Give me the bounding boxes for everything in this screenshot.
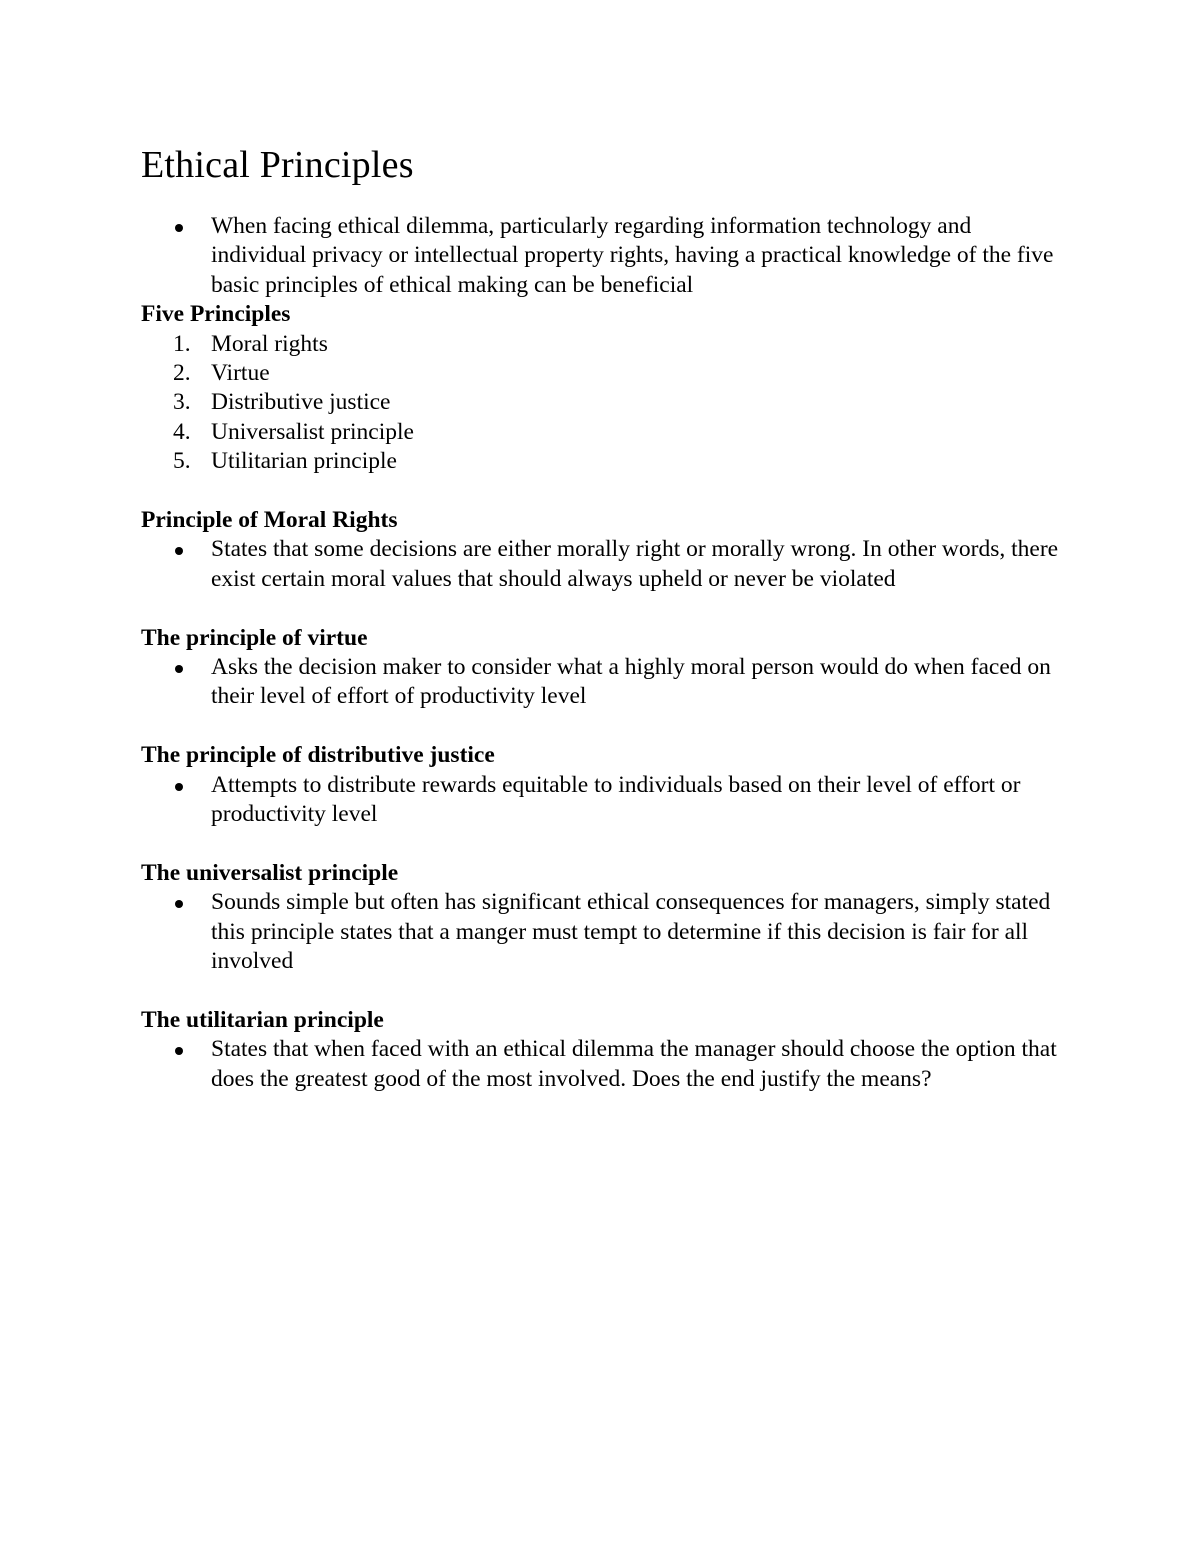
section-universalist [141, 859, 1071, 977]
section-bullet-list [141, 535, 1071, 594]
list-item-label: Distributive justice [211, 389, 391, 416]
section-bullet-list [141, 888, 1071, 976]
section-bullet-text: States that when faced with an ethical dilemma the manager should choose the option that does the greatest good of the most involved. Does the end justify the means? [211, 1036, 1057, 1092]
section-heading: The principle of distributive justice [141, 742, 495, 769]
list-item [141, 447, 1071, 476]
bullet-icon [175, 547, 183, 555]
section-moral-rights [141, 506, 1071, 594]
list-number: 4. [173, 418, 191, 445]
section-heading: The universalist principle [141, 859, 399, 886]
list-item-label: Virtue [211, 360, 270, 387]
section-bullet-text: Sounds simple but often has significant ethical consequences for managers, simply stated this principle states that a manger must tempt to determine if this decision is fair for all involved [211, 889, 1051, 975]
section-bullet-text: States that some decisions are either morally right or morally wrong. In other words, there exist certain moral values that should always upheld or never be violated [211, 536, 1059, 592]
intro-bullet-text: When facing ethical dilemma, particularly regarding information technology and individual privacy or intellectual property rights, having a practical knowledge of the five basic principles of ethical making can be beneficial [211, 213, 1054, 298]
section-bullet-item [141, 888, 1071, 976]
section-bullet-list [141, 771, 1071, 830]
list-item [141, 418, 1071, 447]
five-principles-list [141, 330, 1071, 477]
bullet-icon [175, 783, 183, 791]
list-number: 2. [173, 360, 191, 387]
section-virtue [141, 624, 1071, 712]
five-principles-section [141, 300, 1071, 476]
section-bullet-item [141, 771, 1071, 830]
section-heading: The principle of virtue [141, 624, 368, 651]
bullet-icon [175, 665, 183, 673]
section-bullet-list [141, 653, 1071, 712]
intro-bullet-item [141, 212, 1071, 300]
section-heading: The utilitarian principle [141, 1006, 384, 1033]
bullet-icon [175, 224, 183, 232]
bullet-icon [175, 900, 183, 908]
section-bullet-item [141, 1035, 1071, 1094]
section-bullet-text: Asks the decision maker to consider what a highly moral person would do when faced on their level of effort of productivity level [211, 654, 1051, 710]
section-bullet-text: Attempts to distribute rewards equitable to individuals based on their level of effort or productivity level [211, 771, 1021, 828]
section-heading: Principle of Moral Rights [141, 507, 398, 534]
list-item [141, 388, 1071, 417]
list-item-label: Moral rights [211, 330, 328, 357]
list-number: 1. [173, 330, 191, 357]
list-item [141, 330, 1071, 359]
list-number: 3. [173, 389, 191, 416]
list-item-label: Utilitarian principle [211, 448, 397, 475]
section-distributive-justice [141, 741, 1071, 829]
list-number: 5. [173, 448, 191, 475]
section-bullet-item [141, 653, 1071, 712]
section-bullet-list [141, 1035, 1071, 1094]
document-title: Ethical Principles [141, 144, 414, 186]
document-page [141, 140, 1071, 1124]
intro-bullet-list [141, 212, 1071, 300]
list-item-label: Universalist principle [211, 418, 414, 445]
five-principles-heading: Five Principles [141, 301, 291, 328]
bullet-icon [175, 1047, 183, 1055]
list-item [141, 359, 1071, 388]
section-utilitarian [141, 1006, 1071, 1094]
section-bullet-item [141, 535, 1071, 594]
